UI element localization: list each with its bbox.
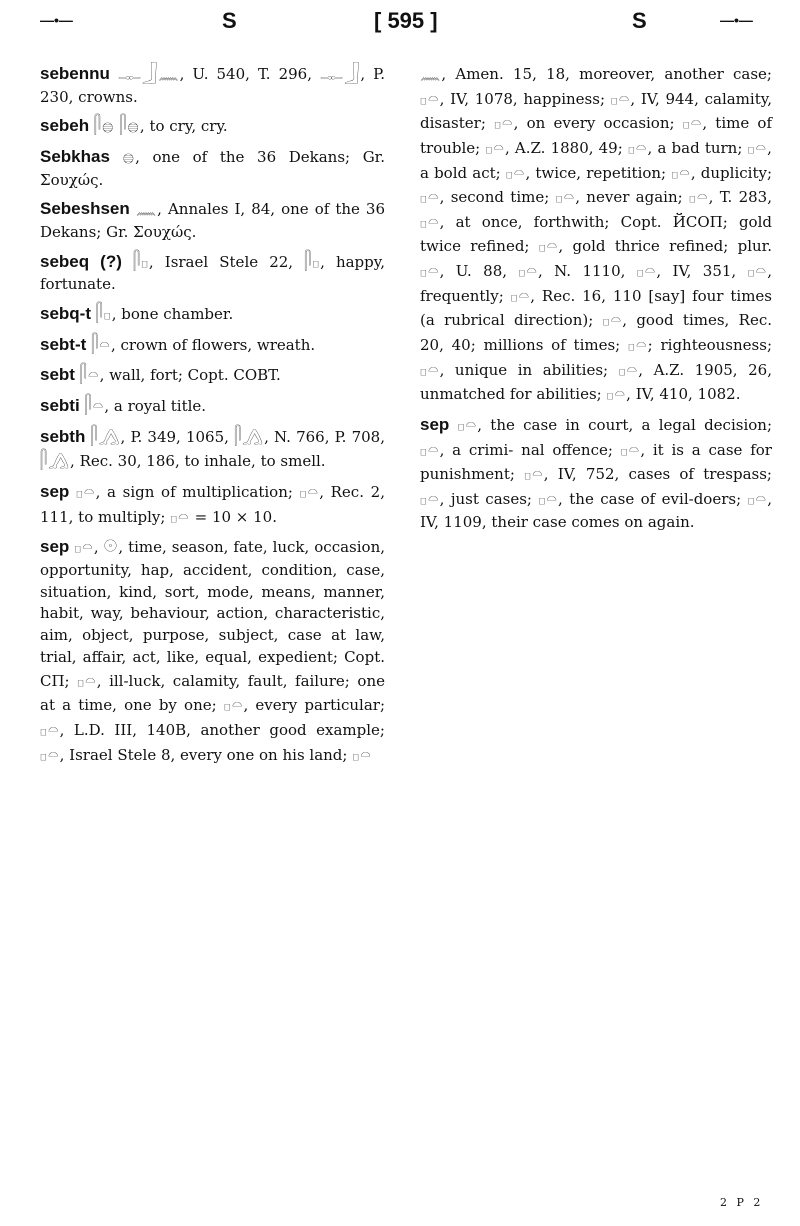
- hieroglyph-group: 𓊪𓏏: [606, 384, 627, 405]
- right-column: [420, 62, 772, 539]
- entry-sebq-t: sebq-t 𓋴𓊪, bone chamber.: [40, 304, 234, 325]
- hieroglyph-group: 𓊪𓏏: [510, 285, 531, 306]
- page-header: [0, 0, 800, 40]
- hieroglyph-group: 𓋴𓂻: [234, 426, 265, 447]
- hieroglyph-group: 𓊪𓏏: [77, 670, 97, 691]
- hieroglyph-group: 𓊪𓏏: [420, 187, 440, 208]
- header-dash-left: —•—: [40, 12, 73, 28]
- hieroglyph-group: 𓊪𓏏: [538, 236, 559, 257]
- entry-sebt-t: sebt-t 𓋴𓏏, crown of flowers, wreath.: [40, 334, 316, 355]
- headword: sebt: [40, 365, 75, 385]
- entry-sebth: sebth 𓋴𓂻, P. 349, 1065, 𓋴𓂻, N. 766, P. 708, 𓋴𓂻, Rec. 30, 186, to inhale, to smell.: [40, 426, 385, 472]
- headword: sebeq (?): [40, 251, 122, 271]
- hieroglyph-group: 𓊪𓏏: [420, 359, 440, 380]
- headword: sep: [40, 482, 70, 502]
- hieroglyph-group: 𓋴𓊪: [95, 304, 112, 325]
- hieroglyph-group: 𓊪𓏏: [627, 137, 648, 158]
- hieroglyph-group: 𓊪𓏏: [618, 359, 639, 380]
- hieroglyph-group: 𓊪𓏏: [75, 482, 96, 503]
- hieroglyph-group: 𓋴𓊪: [132, 251, 149, 272]
- hieroglyph-group: 𓊪𓏏: [223, 695, 244, 716]
- entry-sebt: sebt 𓋴𓏏, wall, fort; Copt. COBT.: [40, 365, 281, 386]
- hieroglyph-group: 𓊪𓏏: [170, 506, 190, 527]
- hieroglyph-group: 𓋴𓏏: [91, 334, 111, 355]
- hieroglyph-group: 𓊪𓏏: [420, 439, 440, 460]
- headword: sebt-t: [40, 334, 87, 354]
- header-right-letter: S: [632, 8, 647, 33]
- entry-sebeh: sebeh 𓋴𓐍 𓋴𓐍, to cry, cry.: [40, 116, 228, 137]
- hieroglyph-group: 𓊪𓏏: [610, 88, 631, 109]
- hieroglyph-group: 𓋴𓐍: [93, 116, 115, 137]
- hieroglyph-group: 𓋴𓏏: [79, 365, 100, 386]
- headword: sep: [40, 537, 70, 557]
- entry-sebennu: sebennu 𓊃𓃀𓈖, U. 540, T. 296, 𓊃𓃀, P. 230, crowns.: [40, 64, 385, 106]
- headword: sebq-t: [40, 304, 91, 324]
- hieroglyph-group: 𓊪𓏏: [352, 744, 372, 765]
- left-column: [40, 62, 385, 773]
- hieroglyph-group: 𓋴𓏏: [84, 396, 105, 417]
- page-number: [ 595 ]: [374, 8, 438, 33]
- headword: sep: [420, 414, 450, 434]
- hieroglyph-group: 𓇳: [103, 537, 119, 558]
- headword: Sebeshsen: [40, 199, 130, 219]
- headword: Sebkhas: [40, 147, 110, 167]
- headword: sebennu: [40, 64, 110, 83]
- hieroglyph-group: 𓊪𓏏: [40, 720, 60, 740]
- entry-sebkhas: Sebkhas 𓐍, one of the 36 Dekans; Gr. Σουχώς.: [40, 147, 385, 189]
- hieroglyph-group: 𓊪𓏏: [620, 439, 641, 460]
- hieroglyph-group: 𓊪𓏏: [636, 261, 657, 282]
- header-dash-right: —•—: [720, 12, 753, 28]
- hieroglyph-group: 𓊪𓏏: [555, 187, 576, 208]
- entry-sep-3: sep 𓊪𓏏, the case in court, a legal decision; 𓊪𓏏, a crimi- nal offence; 𓊪𓏏, it is a case for punishment; 𓊪𓏏, IV, 752, cases of trespass; 𓊪𓏏, just cases; 𓊪𓏏, the case of evil-doers; 𓊪𓏏, IV, 1109, their case comes on again.: [420, 414, 772, 531]
- signature-mark: 2 P 2: [720, 1196, 764, 1209]
- hieroglyph-group: 𓋴𓊪: [304, 251, 321, 272]
- entry-sebeq: sebeq (?) 𓋴𓊪, Israel Stele 22, 𓋴𓊪, happy, fortunate.: [40, 251, 385, 294]
- entry-sebeshsen: Sebeshsen 𓈖, Annales I, 84, one of the 36 Dekans; Gr. Σουχώς.: [40, 199, 386, 242]
- hieroglyph-group: 𓊪𓏏: [74, 537, 94, 558]
- header-left-letter: S: [222, 8, 237, 33]
- hieroglyph-group: 𓊪𓏏: [747, 261, 768, 282]
- hieroglyph-group: 𓋴𓂻: [40, 451, 71, 472]
- hieroglyph-group: 𓊪𓏏: [420, 488, 440, 509]
- headword: sebth: [40, 426, 86, 446]
- hieroglyph-group: 𓊪𓏏: [518, 261, 538, 282]
- hieroglyph-group: 𓊪𓏏: [538, 488, 559, 509]
- hieroglyph-group: 𓊪𓏏: [485, 137, 505, 158]
- hieroglyph-group: 𓊪𓏏: [40, 744, 60, 765]
- hieroglyph-group: 𓊪𓏏: [689, 187, 709, 208]
- hieroglyph-group: 𓋴𓂻: [90, 426, 121, 447]
- headword: sebti: [40, 396, 80, 416]
- hieroglyph-group: 𓊪𓏏: [524, 464, 544, 485]
- hieroglyph-group: 𓊪𓏏: [747, 137, 768, 158]
- hieroglyph-group: 𓊪𓏏: [457, 414, 478, 435]
- hieroglyph-group: 𓐍: [122, 147, 136, 168]
- hieroglyph-group: 𓊪𓏏: [420, 261, 440, 282]
- hieroglyph-group: 𓈖: [420, 64, 442, 84]
- hieroglyph-group: 𓊪𓏏: [494, 113, 514, 134]
- hieroglyph-group: 𓊪𓏏: [747, 488, 768, 509]
- hieroglyph-group: 𓊃𓃀𓈖: [117, 64, 180, 84]
- hieroglyph-group: 𓊪𓏏: [682, 113, 703, 134]
- hieroglyph-group: 𓊪𓏏: [420, 88, 440, 109]
- entry-sebti: sebti 𓋴𓏏, a royal title.: [40, 396, 207, 417]
- hieroglyph-group: 𓊪𓏏: [671, 162, 691, 183]
- hieroglyph-group: 𓊃𓃀: [320, 64, 361, 84]
- hieroglyph-group: 𓈖: [135, 199, 158, 220]
- hieroglyph-group: 𓋴𓐍: [119, 116, 140, 137]
- hieroglyph-group: 𓊪𓏏: [299, 482, 320, 503]
- hieroglyph-group: 𓊪𓏏: [420, 211, 440, 232]
- entry-sep-2: sep 𓊪𓏏, 𓇳, time, season, fate, luck, occasion, opportunity, hap, accident, condition, case, situation, kind, sort, mode, means, manner, habit, way, behaviour, action, characteristic, aim, object, purpose, subject, case at law, trial, affair, act, like, equal, expedient; Copt. CΠ; 𓊪𓏏, ill-luck, calamity, fault, failure; one at a time, one by one; 𓊪𓏏, every particular; 𓊪𓏏, L.D. III, 140B, another good example; 𓊪𓏏, Israel Stele 8, every one on his land; 𓊪𓏏: [40, 537, 385, 765]
- entry-sep-1: sep 𓊪𓏏, a sign of multiplication; 𓊪𓏏, Rec. 2, 111, to multiply; 𓊪𓏏 = 10 × 10.: [40, 482, 385, 527]
- headword: sebeh: [40, 116, 90, 136]
- hieroglyph-group: 𓊪𓏏: [628, 335, 648, 356]
- hieroglyph-group: 𓊪𓏏: [602, 310, 623, 331]
- hieroglyph-group: 𓊪𓏏: [505, 162, 526, 183]
- entry-sep-cont: 𓈖, Amen. 15, 18, moreover, another case; 𓊪𓏏, IV, 1078, happiness; 𓊪𓏏, IV, 944, calamity, disaster; 𓊪𓏏, on every occasion; 𓊪𓏏, time of trouble; 𓊪𓏏, A.Z. 1880, 49; 𓊪𓏏, a bad turn; 𓊪𓏏, a bold act; 𓊪𓏏, twice, repetition; 𓊪𓏏, duplicity; 𓊪𓏏, second time; 𓊪𓏏, never again; 𓊪𓏏, T. 283, 𓊪𓏏, at once, forthwith; Copt. ЙCOП; gold twice refined; 𓊪𓏏, gold thrice refined; plur. 𓊪𓏏, U. 88, 𓊪𓏏, N. 1110, 𓊪𓏏, IV, 351, 𓊪𓏏, frequently; 𓊪𓏏, Rec. 16, 110 [say] four times (a rubrical direction); 𓊪𓏏, good times, Rec. 20, 40; millions of times; 𓊪𓏏; righteousness; 𓊪𓏏, unique in abilities; 𓊪𓏏, A.Z. 1905, 26, unmatched for abilities; 𓊪𓏏, IV, 410, 1082.: [420, 64, 772, 405]
